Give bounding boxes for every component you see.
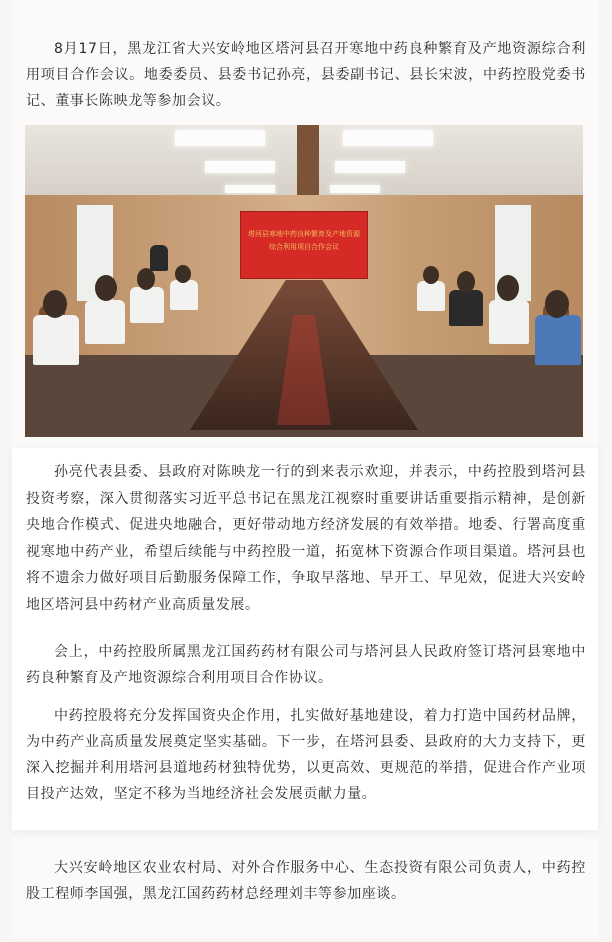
paragraph-agreement: 会上，中药控股所属黑龙江国药药材有限公司与塔河县人民政府签订塔河县寒地中药良种繁育及产地资源综合利用项目合作协议。 <box>26 644 586 686</box>
attendee-head <box>43 290 67 318</box>
attendee <box>449 290 483 326</box>
attendee <box>417 281 445 311</box>
attendee <box>85 300 125 344</box>
meeting-banner <box>240 211 368 279</box>
photo-ceiling-light <box>335 161 405 173</box>
paragraph-speech: 孙亮代表县委、县政府对陈映龙一行的到来表示欢迎，并表示，中药控股到塔河县投资考察，深入贯彻落实习近平总书记在黑龙江视察时重要讲话重要指示精神，是创新央地合作模式、促进央地融合，更好带动地方经济发展的有效举措。地委、行署高度重视寒地中药产业，希望后续能与中药控股一道，拓宽林下资源合作项目渠道。塔河县也将不遗余力做好项目后勤服务保障工作，争取早落地、早开工、早见效，促进大兴安岭地区塔河县中药材产业高质量发展。 <box>26 464 586 613</box>
attendee <box>535 315 581 365</box>
paragraph-attendees: 大兴安岭地区农业农村局、对外合作服务中心、生态投资有限公司负责人，中药控股工程师李国强，黑龙江国药药材总经理刘丰等参加座谈。 <box>26 860 586 902</box>
attendee-head <box>95 275 117 301</box>
attendee-head <box>175 265 191 283</box>
paragraph-plan: 中药控股将充分发挥国资央企作用，扎实做好基地建设，着力打造中国药材品牌，为中药产业高质量发展奠定坚实基础。下一步，在塔河县委、县政府的大力支持下，更深入挖掘并利用塔河县道地药材独特优势，以更高效、更规范的举措，促进合作产业项目投产达效，坚定不移为当地经济社会发展贡献力量。 <box>26 708 586 802</box>
banner-line-1: 塔河县寒地中药良种繁育及产地资源 <box>248 230 360 238</box>
attendee <box>130 287 164 323</box>
banner-line-2: 综合利用项目合作会议 <box>269 243 339 251</box>
attendee-head <box>545 290 569 318</box>
paragraph-intro: 8月17日，黑龙江省大兴安岭地区塔河县召开寒地中药良种繁育及产地资源综合利用项目合作会议。地委委员、县委书记孙亮，县委副书记、县长宋波，中药控股党委书记、董事长陈映龙等参加会议。 <box>26 41 586 109</box>
photo-ceiling-light <box>343 130 433 146</box>
photo-ceiling-light <box>205 161 275 173</box>
attendee <box>489 300 529 344</box>
attendee <box>33 315 79 365</box>
photographer <box>150 245 168 271</box>
attendee-head <box>423 266 439 284</box>
attendee-head <box>137 268 155 290</box>
photo-ceiling-light <box>175 130 265 146</box>
attendee-head <box>457 271 475 293</box>
attendee-head <box>497 275 519 301</box>
photo-ceiling-light <box>330 185 380 193</box>
meeting-photo <box>25 125 583 437</box>
photo-ceiling-light <box>225 185 275 193</box>
attendee <box>170 280 198 310</box>
